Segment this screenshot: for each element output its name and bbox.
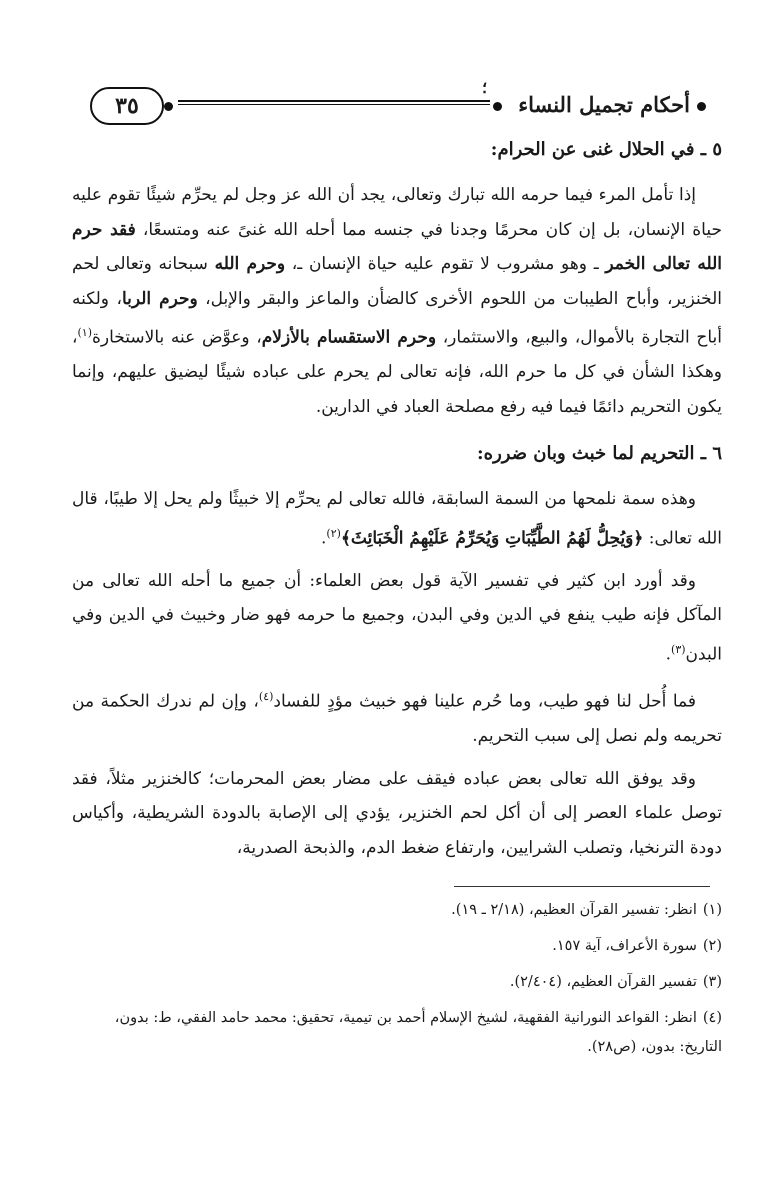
bold-text: فقد حرم الله تعالى الخمر: [72, 219, 722, 274]
footnotes: [72, 896, 722, 1069]
footnote-text: تفسير القرآن العظيم، (٢/٤٠٤).: [509, 974, 697, 990]
section-heading-6: ٦ ـ التحريم لما خبث وبان ضرره:: [477, 443, 722, 465]
header-rule: [178, 100, 490, 105]
footnote-text: انظر: تفسير القرآن العظيم، (٢/١٨ ـ ١٩).: [451, 902, 697, 918]
bullet-icon: [493, 102, 502, 111]
footnote-text: انظر: القواعد النورانية الفقهية، لشيخ الإسلام أحمد بن تيمية، تحقيق: محمد حامد الفقي، ط: بدون، التاريخ: بدون، (ص٢٨).: [114, 1010, 722, 1055]
paragraph-1: [72, 178, 722, 424]
text: وهذه سمة نلمحها من السمة السابقة، فالله تعالى لم يحرِّم إلا خبيثًا ولم يحل إلا طيبًا، قال الله تعالى:: [72, 489, 722, 549]
footnote-ref[interactable]: (١): [77, 326, 93, 339]
bold-text: وحرم الربا: [121, 288, 198, 309]
top-mark: ؛: [482, 78, 488, 97]
paragraph-5: وقد يوفق الله تعالى بعض عباده فيقف على مضار بعض المحرمات؛ كالخنزير مثلاً، فقد توصل علماء العصر إلى أن أكل لحم الخنزير، يؤدي إلى الإصابة بالدودة الشريطية، وأكياس دودة الترنخيا، وتصلب الشرايين، وارتفاع ضغط الدم، والذبحة الصدرية،: [72, 768, 722, 858]
page-body: [72, 128, 722, 873]
text: سبحانه وتعالى لحم الخنزير، وأباح الطيبات من اللحوم الأخرى كالضأن والماعز والبقر والإبل،: [72, 254, 722, 309]
bold-text: وحرم الله: [214, 254, 286, 274]
page-number: ٣٥: [90, 87, 164, 125]
paragraph-3: [72, 564, 722, 672]
footnote-number: (٤): [702, 1010, 722, 1026]
footnote-number: (١): [702, 902, 722, 918]
footnote-2: [72, 932, 722, 961]
footnote-ref[interactable]: (٣): [671, 642, 686, 656]
text: فما أُحل لنا فهو طيب، وما حُرم علينا فهو خبيث مؤدٍ للفساد: [273, 691, 697, 712]
footnote-divider: [454, 886, 710, 887]
footnote-4: [72, 1004, 722, 1062]
bullet-icon: [164, 102, 173, 111]
footnote-ref[interactable]: (٤): [258, 689, 274, 703]
text: ، وهكذا الشأن في كل ما حرم الله، فإنه تعالى لم يحرم على عباده شيئًا ليضيق عليهم، وإنما يكون التحريم دائمًا فيما فيه رفع مصلحة العباد في الدارين.: [72, 327, 722, 417]
paragraph-4: [72, 680, 722, 754]
text: إذا تأمل المرء فيما حرمه الله تبارك وتعالى، يجد أن الله عز وجل لم يحرِّم شيئًا تقوم عليه حياة الإنسان، بل إن كان محرمًا وجدنا في جنسه مما أحله الله غنىً عنه ومتسعًا،: [72, 185, 723, 240]
footnote-number: (٢): [702, 938, 722, 954]
text: ، وإن لم ندرك الحكمة من تحريمه ولم نصل إلى سبب التحريم.: [72, 691, 722, 747]
text: وقد أورد ابن كثير في تفسير الآية قول بعض العلماء: أن جميع ما أحله الله تعالى من المآكل فإنه طيب ينفع في الدين وفي البدن، وجميع ما حرمه فهو ضار وخبيث في الدين وفي البدن: [72, 570, 722, 665]
section-heading-5: ٥ ـ في الحلال غنى عن الحرام:: [490, 139, 722, 160]
footnote-text: سورة الأعراف، آية ١٥٧.: [552, 938, 697, 954]
footnote-3: [72, 968, 722, 997]
paragraph-2: [72, 482, 722, 556]
running-title: أحكام تجميل النساء: [518, 92, 690, 117]
footnote-ref[interactable]: (٢): [326, 526, 341, 540]
text: ، ولكنه أباح التجارة بالأموال، والبيع، والاستثمار،: [72, 288, 723, 348]
text: ـ وهو مشروب لا تقوم عليه حياة الإنسان ـ،: [285, 254, 606, 274]
bold-text: وحرم الاستقسام بالأزلام: [261, 327, 437, 348]
quran-verse: ﴿وَيُحِلُّ لَهُمُ الطَّيِّبَاتِ وَيُحَرِّمُ عَلَيْهِمُ الْخَبَائِثَ﴾: [340, 528, 644, 549]
text: .: [665, 644, 672, 665]
footnote-number: (٣): [702, 974, 722, 990]
bullet-icon: [697, 102, 706, 111]
page-header: [70, 86, 720, 126]
text: .: [321, 528, 327, 549]
footnote-1: [72, 896, 722, 925]
text: ، وعوَّض عنه بالاستخارة: [92, 327, 262, 348]
